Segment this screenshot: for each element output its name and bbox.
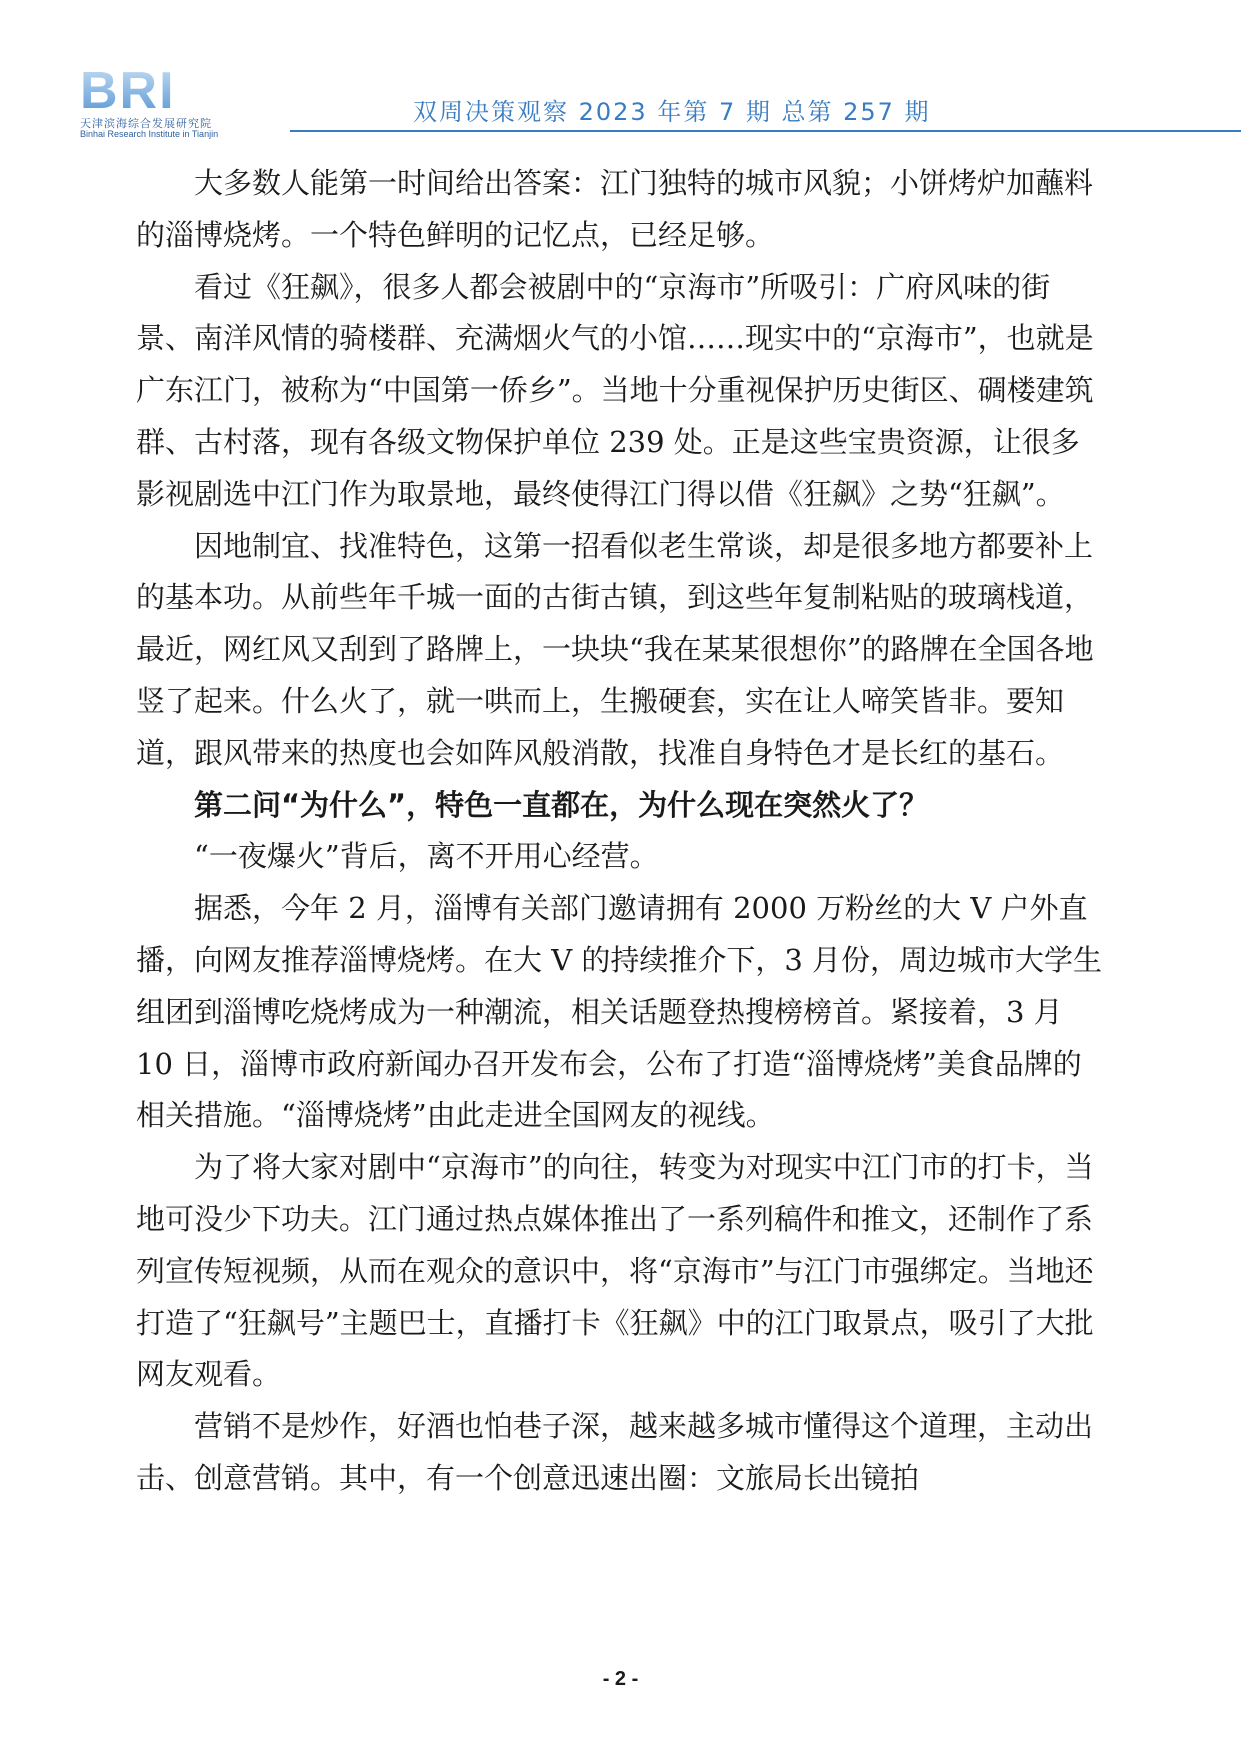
logo-english-name: Binhai Research Institute in Tianjin <box>80 129 219 139</box>
paragraph: 大多数人能第一时间给出答案：江门独特的城市风貌；小饼烤炉加蘸料的淄博烧烤。一个特色鲜明的记忆点，已经足够。 <box>136 166 1094 252</box>
paragraph: 因地制宜、找准特色，这第一招看似老生常谈，却是很多地方都要补上的基本功。从前些年千城一面的古街古镇，到这些年复制粘贴的玻璃栈道，最近，网红风又刮到了路牌上，一块块“我在某某很想你”的路牌在全国各地竖了起来。什么火了，就一哄而上，生搬硬套，实在让人啼笑皆非。要知道，跟风带来的热度也会如阵风般消散，找准自身特色才是长红的基石。 <box>136 528 1094 770</box>
logo-letters <box>80 62 176 120</box>
bri-logo <box>80 62 270 140</box>
section-question: 第二问“为什么”，特色一直都在，为什么现在突然火了？ <box>194 787 929 822</box>
page-number: - 2 - <box>602 1668 639 1690</box>
page-header <box>0 0 1241 140</box>
article-body <box>136 158 1106 1505</box>
paragraph: 营销不是炒作，好酒也怕巷子深，越来越多城市懂得这个道理，主动出击、创意营销。其中，有一个创意迅速出圈：文旅局长出镜拍 <box>136 1409 1094 1495</box>
paragraph: “一夜爆火”背后，离不开用心经营。 <box>194 839 659 874</box>
paragraph: 看过《狂飙》，很多人都会被剧中的“京海市”所吸引：广府风味的街景、南洋风情的骑楼群、充满烟火气的小馆……现实中的“京海市”，也就是广东江门，被称为“中国第一侨乡”。当地十分重视保护历史街区、碉楼建筑群、古村落，现有各级文物保护单位 239 处。正是这些宝贵资源，让很多影视剧选中江门作为取景地，最终使得江门得以借《狂飙》之势“狂飙”。 <box>136 269 1094 511</box>
paragraph: 为了将大家对剧中“京海市”的向往，转变为对现实中江门市的打卡，当地可没少下功夫。江门通过热点媒体推出了一系列稿件和推文，还制作了系列宣传短视频，从而在观众的意识中，将“京海市”与江门市强绑定。当地还打造了“狂飙号”主题巴士，直播打卡《狂飙》中的江门取景点，吸引了大批网友观看。 <box>136 1150 1094 1392</box>
paragraph: 据悉，今年 2 月，淄博有关部门邀请拥有 2000 万粉丝的大 V 户外直播，向网友推荐淄博烧烤。在大 V 的持续推介下，3 月份，周边城市大学生组团到淄博吃烧烤成为一种潮流，相关话题登热搜榜榜首。紧接着，3 月 10 日，淄博市政府新闻办召开发布会，公布了打造“淄博烧烤”美食品牌的相关措施。“淄博烧烤”由此走进全国网友的视线。 <box>136 891 1103 1133</box>
header-divider <box>290 130 1241 132</box>
logo-letters-text: BRI <box>80 62 176 120</box>
issue-title: 双周决策观察 2023 年第 7 期 总第 257 期 <box>413 98 931 126</box>
logo-chinese-name: 天津滨海综合发展研究院 <box>80 117 212 130</box>
